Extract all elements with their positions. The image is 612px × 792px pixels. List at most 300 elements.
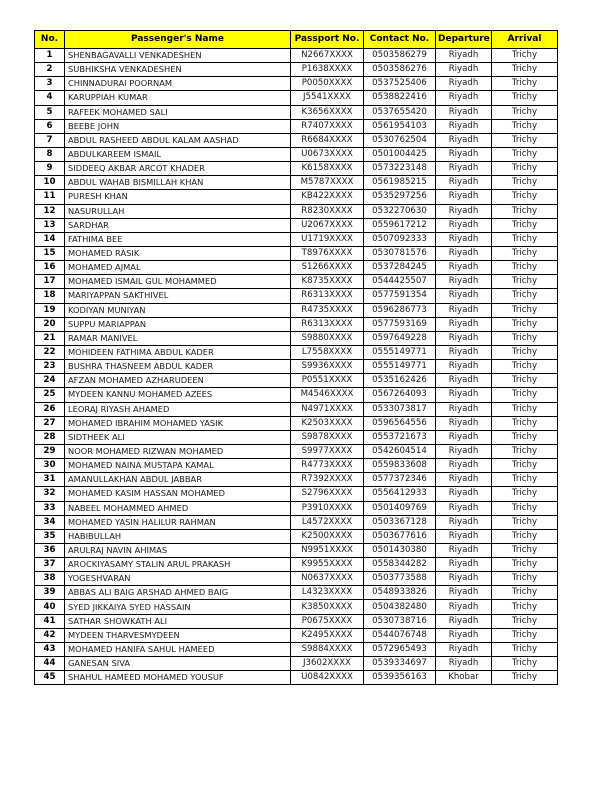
cell-contact-no: 0553721673 xyxy=(364,430,436,444)
cell-no: 6 xyxy=(35,119,65,133)
cell-departure: Riyadh xyxy=(436,614,492,628)
cell-no: 4 xyxy=(35,91,65,105)
cell-passport-no: R7407XXXX xyxy=(291,119,364,133)
cell-departure: Riyadh xyxy=(436,501,492,515)
cell-passport-no: R4773XXXX xyxy=(291,459,364,473)
cell-no: 12 xyxy=(35,204,65,218)
cell-arrival: Trichy xyxy=(492,558,558,572)
cell-no: 2 xyxy=(35,63,65,77)
cell-passport-no: S9878XXXX xyxy=(291,430,364,444)
cell-arrival: Trichy xyxy=(492,147,558,161)
cell-passport-no: K3656XXXX xyxy=(291,105,364,119)
cell-contact-no: 0572965493 xyxy=(364,642,436,656)
cell-departure: Riyadh xyxy=(436,77,492,91)
cell-contact-no: 0537284245 xyxy=(364,261,436,275)
cell-arrival: Trichy xyxy=(492,515,558,529)
cell-no: 5 xyxy=(35,105,65,119)
cell-arrival: Trichy xyxy=(492,444,558,458)
cell-no: 7 xyxy=(35,133,65,147)
cell-departure: Riyadh xyxy=(436,430,492,444)
cell-departure: Riyadh xyxy=(436,105,492,119)
cell-arrival: Trichy xyxy=(492,119,558,133)
cell-departure: Riyadh xyxy=(436,331,492,345)
cell-departure: Riyadh xyxy=(436,345,492,359)
table-row xyxy=(35,473,558,487)
cell-arrival: Trichy xyxy=(492,261,558,275)
cell-departure: Riyadh xyxy=(436,218,492,232)
cell-passenger-name: ABDUL RASHEED ABDUL KALAM AASHAD xyxy=(65,133,291,147)
cell-no: 19 xyxy=(35,303,65,317)
cell-passenger-name: MOHAMED IBRAHIM MOHAMED YASIK xyxy=(65,416,291,430)
cell-no: 27 xyxy=(35,416,65,430)
cell-passenger-name: SYED JIKKAIYA SYED HASSAIN xyxy=(65,600,291,614)
cell-departure: Riyadh xyxy=(436,473,492,487)
table-row xyxy=(35,105,558,119)
cell-contact-no: 0501430380 xyxy=(364,543,436,557)
cell-passport-no: R4735XXXX xyxy=(291,303,364,317)
cell-passport-no: R6684XXXX xyxy=(291,133,364,147)
cell-passenger-name: SHENBAGAVALLI VENKADESHEN xyxy=(65,49,291,63)
cell-passenger-name: MOHAMED AJMAL xyxy=(65,261,291,275)
cell-passenger-name: SATHAR SHOWKATH ALI xyxy=(65,614,291,628)
cell-departure: Riyadh xyxy=(436,261,492,275)
cell-departure: Riyadh xyxy=(436,543,492,557)
table-row xyxy=(35,218,558,232)
cell-arrival: Trichy xyxy=(492,657,558,671)
table-row xyxy=(35,459,558,473)
cell-arrival: Trichy xyxy=(492,642,558,656)
cell-contact-no: 0558344282 xyxy=(364,558,436,572)
cell-arrival: Trichy xyxy=(492,289,558,303)
header-departure: Departure xyxy=(436,31,492,49)
cell-contact-no: 0503367128 xyxy=(364,515,436,529)
cell-passport-no: K9955XXXX xyxy=(291,558,364,572)
cell-contact-no: 0501409769 xyxy=(364,501,436,515)
cell-passport-no: S9936XXXX xyxy=(291,360,364,374)
cell-passenger-name: ABDULKAREEM ISMAIL xyxy=(65,147,291,161)
cell-arrival: Trichy xyxy=(492,176,558,190)
cell-arrival: Trichy xyxy=(492,430,558,444)
cell-passport-no: S1266XXXX xyxy=(291,261,364,275)
table-row xyxy=(35,501,558,515)
cell-passport-no: U0673XXXX xyxy=(291,147,364,161)
cell-passport-no: L4572XXXX xyxy=(291,515,364,529)
cell-contact-no: 0533073817 xyxy=(364,402,436,416)
cell-passport-no: U0842XXXX xyxy=(291,671,364,685)
cell-passport-no: U2067XXXX xyxy=(291,218,364,232)
cell-no: 38 xyxy=(35,572,65,586)
cell-passenger-name: ARULRAJ NAVIN AHIMAS xyxy=(65,543,291,557)
cell-passenger-name: MYDEEN KANNU MOHAMED AZEES xyxy=(65,388,291,402)
cell-no: 11 xyxy=(35,190,65,204)
cell-contact-no: 0596286773 xyxy=(364,303,436,317)
table-row xyxy=(35,416,558,430)
cell-passport-no: R6313XXXX xyxy=(291,289,364,303)
cell-contact-no: 0503677616 xyxy=(364,529,436,543)
cell-departure: Riyadh xyxy=(436,119,492,133)
cell-no: 13 xyxy=(35,218,65,232)
cell-passport-no: N4971XXXX xyxy=(291,402,364,416)
cell-contact-no: 0542604514 xyxy=(364,444,436,458)
cell-no: 3 xyxy=(35,77,65,91)
table-row xyxy=(35,515,558,529)
header-arrival: Arrival xyxy=(492,31,558,49)
cell-passport-no: P0551XXXX xyxy=(291,374,364,388)
cell-departure: Riyadh xyxy=(436,586,492,600)
cell-contact-no: 0504382480 xyxy=(364,600,436,614)
cell-passenger-name: MOHAMED RASIK xyxy=(65,246,291,260)
cell-passenger-name: FATHIMA BEE xyxy=(65,232,291,246)
table-row xyxy=(35,444,558,458)
cell-passenger-name: YOGESHVARAN xyxy=(65,572,291,586)
cell-arrival: Trichy xyxy=(492,374,558,388)
cell-arrival: Trichy xyxy=(492,77,558,91)
cell-contact-no: 0597649228 xyxy=(364,331,436,345)
cell-departure: Riyadh xyxy=(436,246,492,260)
cell-passenger-name: SHAHUL HAMEED MOHAMED YOUSUF xyxy=(65,671,291,685)
cell-passport-no: P0675XXXX xyxy=(291,614,364,628)
cell-contact-no: 0530781576 xyxy=(364,246,436,260)
cell-arrival: Trichy xyxy=(492,473,558,487)
cell-passport-no: T8976XXXX xyxy=(291,246,364,260)
cell-arrival: Trichy xyxy=(492,91,558,105)
cell-arrival: Trichy xyxy=(492,133,558,147)
cell-passenger-name: SUPPU MARIAPPAN xyxy=(65,317,291,331)
cell-passenger-name: HABIBULLAH xyxy=(65,529,291,543)
cell-no: 40 xyxy=(35,600,65,614)
cell-contact-no: 0544425507 xyxy=(364,275,436,289)
table-row xyxy=(35,289,558,303)
cell-contact-no: 0503586276 xyxy=(364,63,436,77)
cell-passport-no: R6313XXXX xyxy=(291,317,364,331)
cell-arrival: Trichy xyxy=(492,317,558,331)
cell-arrival: Trichy xyxy=(492,204,558,218)
cell-contact-no: 0573223148 xyxy=(364,162,436,176)
cell-passport-no: M4546XXXX xyxy=(291,388,364,402)
cell-passenger-name: MYDEEN THARVESMYDEEN xyxy=(65,628,291,642)
cell-contact-no: 0537525406 xyxy=(364,77,436,91)
cell-arrival: Trichy xyxy=(492,105,558,119)
table-row xyxy=(35,77,558,91)
table-row xyxy=(35,133,558,147)
cell-departure: Riyadh xyxy=(436,289,492,303)
cell-departure: Riyadh xyxy=(436,63,492,77)
cell-contact-no: 0555149771 xyxy=(364,345,436,359)
cell-arrival: Trichy xyxy=(492,388,558,402)
cell-no: 24 xyxy=(35,374,65,388)
cell-contact-no: 0539356163 xyxy=(364,671,436,685)
cell-passenger-name: RAFEEK MOHAMED SALI xyxy=(65,105,291,119)
cell-passport-no: N0637XXXX xyxy=(291,572,364,586)
cell-arrival: Trichy xyxy=(492,162,558,176)
table-row xyxy=(35,162,558,176)
cell-arrival: Trichy xyxy=(492,345,558,359)
cell-departure: Riyadh xyxy=(436,600,492,614)
cell-no: 18 xyxy=(35,289,65,303)
cell-passenger-name: RAMAR MANIVEL xyxy=(65,331,291,345)
cell-contact-no: 0530738716 xyxy=(364,614,436,628)
cell-no: 26 xyxy=(35,402,65,416)
cell-no: 20 xyxy=(35,317,65,331)
cell-passenger-name: BEEBE JOHN xyxy=(65,119,291,133)
cell-departure: Riyadh xyxy=(436,303,492,317)
cell-contact-no: 0503773588 xyxy=(364,572,436,586)
cell-no: 14 xyxy=(35,232,65,246)
cell-passport-no: P3910XXXX xyxy=(291,501,364,515)
cell-no: 41 xyxy=(35,614,65,628)
cell-passenger-name: LEORAJ RIYASH AHAMED xyxy=(65,402,291,416)
cell-passenger-name: CHINNADURAI POORNAM xyxy=(65,77,291,91)
table-row xyxy=(35,317,558,331)
cell-arrival: Trichy xyxy=(492,218,558,232)
table-row xyxy=(35,204,558,218)
cell-no: 16 xyxy=(35,261,65,275)
table-row xyxy=(35,360,558,374)
cell-departure: Riyadh xyxy=(436,529,492,543)
cell-contact-no: 0561985215 xyxy=(364,176,436,190)
table-row xyxy=(35,119,558,133)
table-row xyxy=(35,331,558,345)
cell-passenger-name: MOHAMED YASIN HALILUR RAHMAN xyxy=(65,515,291,529)
cell-passenger-name: MOHAMED ISMAIL GUL MOHAMMED xyxy=(65,275,291,289)
cell-arrival: Trichy xyxy=(492,232,558,246)
cell-contact-no: 0535162426 xyxy=(364,374,436,388)
cell-contact-no: 0538822416 xyxy=(364,91,436,105)
cell-no: 44 xyxy=(35,657,65,671)
cell-contact-no: 0561954103 xyxy=(364,119,436,133)
cell-departure: Riyadh xyxy=(436,657,492,671)
cell-passport-no: P0050XXXX xyxy=(291,77,364,91)
table-row xyxy=(35,246,558,260)
cell-no: 30 xyxy=(35,459,65,473)
cell-no: 15 xyxy=(35,246,65,260)
cell-departure: Riyadh xyxy=(436,402,492,416)
cell-no: 25 xyxy=(35,388,65,402)
cell-passenger-name: GANESAN SIVA xyxy=(65,657,291,671)
passenger-table xyxy=(34,30,558,685)
cell-arrival: Trichy xyxy=(492,416,558,430)
table-row xyxy=(35,147,558,161)
cell-no: 29 xyxy=(35,444,65,458)
cell-contact-no: 0537655420 xyxy=(364,105,436,119)
cell-passport-no: K6158XXXX xyxy=(291,162,364,176)
cell-passport-no: KB422XXXX xyxy=(291,190,364,204)
cell-departure: Riyadh xyxy=(436,558,492,572)
cell-contact-no: 0555149771 xyxy=(364,360,436,374)
cell-arrival: Trichy xyxy=(492,459,558,473)
cell-departure: Riyadh xyxy=(436,147,492,161)
cell-passenger-name: SIDDEEQ AKBAR ARCOT KHADER xyxy=(65,162,291,176)
cell-passport-no: J3602XXXX xyxy=(291,657,364,671)
cell-no: 31 xyxy=(35,473,65,487)
cell-departure: Riyadh xyxy=(436,317,492,331)
cell-passport-no: S2796XXXX xyxy=(291,487,364,501)
cell-contact-no: 0539334697 xyxy=(364,657,436,671)
cell-departure: Riyadh xyxy=(436,204,492,218)
cell-passenger-name: ABBAS ALI BAIG ARSHAD AHMED BAIG xyxy=(65,586,291,600)
cell-contact-no: 0577593169 xyxy=(364,317,436,331)
header-passenger-name: Passenger's Name xyxy=(65,31,291,49)
cell-arrival: Trichy xyxy=(492,331,558,345)
cell-contact-no: 0596564556 xyxy=(364,416,436,430)
cell-passenger-name: MOHAMED HANIFA SAHUL HAMEED xyxy=(65,642,291,656)
table-row xyxy=(35,176,558,190)
cell-passenger-name: MOHAMED KASIM HASSAN MOHAMED xyxy=(65,487,291,501)
header-contact-no: Contact No. xyxy=(364,31,436,49)
cell-arrival: Trichy xyxy=(492,63,558,77)
cell-departure: Riyadh xyxy=(436,232,492,246)
cell-arrival: Trichy xyxy=(492,402,558,416)
cell-passenger-name: MOHAMED NAINA MUSTAPA KAMAL xyxy=(65,459,291,473)
cell-passport-no: L4323XXXX xyxy=(291,586,364,600)
cell-passenger-name: SUBHIKSHA VENKADESHEN xyxy=(65,63,291,77)
cell-arrival: Trichy xyxy=(492,246,558,260)
table-header-row xyxy=(35,31,558,49)
cell-departure: Riyadh xyxy=(436,374,492,388)
cell-no: 21 xyxy=(35,331,65,345)
table-row xyxy=(35,529,558,543)
cell-passenger-name: PURESH KHAN xyxy=(65,190,291,204)
cell-arrival: Trichy xyxy=(492,360,558,374)
cell-no: 9 xyxy=(35,162,65,176)
cell-departure: Riyadh xyxy=(436,444,492,458)
table-row xyxy=(35,657,558,671)
cell-arrival: Trichy xyxy=(492,303,558,317)
cell-departure: Riyadh xyxy=(436,49,492,63)
table-row xyxy=(35,261,558,275)
cell-contact-no: 0501004425 xyxy=(364,147,436,161)
cell-departure: Riyadh xyxy=(436,360,492,374)
cell-arrival: Trichy xyxy=(492,49,558,63)
cell-passenger-name: AMANULLAKHAN ABDUL JABBAR xyxy=(65,473,291,487)
table-row xyxy=(35,642,558,656)
table-row xyxy=(35,49,558,63)
cell-passport-no: N9951XXXX xyxy=(291,543,364,557)
cell-arrival: Trichy xyxy=(492,572,558,586)
cell-departure: Riyadh xyxy=(436,572,492,586)
cell-passenger-name: BUSHRA THASNEEM ABDUL KADER xyxy=(65,360,291,374)
cell-contact-no: 0535297256 xyxy=(364,190,436,204)
cell-arrival: Trichy xyxy=(492,543,558,557)
table-row xyxy=(35,614,558,628)
cell-departure: Riyadh xyxy=(436,416,492,430)
table-row xyxy=(35,586,558,600)
cell-no: 35 xyxy=(35,529,65,543)
cell-passenger-name: KARUPPIAH KUMAR xyxy=(65,91,291,105)
table-row xyxy=(35,232,558,246)
table-row xyxy=(35,402,558,416)
table-row xyxy=(35,91,558,105)
cell-no: 42 xyxy=(35,628,65,642)
cell-passenger-name: NOOR MOHAMED RIZWAN MOHAMED xyxy=(65,444,291,458)
cell-passenger-name: MOHIDEEN FATHIMA ABDUL KADER xyxy=(65,345,291,359)
cell-passport-no: U1719XXXX xyxy=(291,232,364,246)
table-row xyxy=(35,430,558,444)
cell-contact-no: 0556412933 xyxy=(364,487,436,501)
cell-passport-no: S9880XXXX xyxy=(291,331,364,345)
cell-departure: Riyadh xyxy=(436,459,492,473)
cell-no: 10 xyxy=(35,176,65,190)
cell-departure: Riyadh xyxy=(436,515,492,529)
cell-arrival: Trichy xyxy=(492,600,558,614)
cell-no: 17 xyxy=(35,275,65,289)
cell-arrival: Trichy xyxy=(492,501,558,515)
table-row xyxy=(35,558,558,572)
cell-passenger-name: MARIYAPPAN SAKTHIVEL xyxy=(65,289,291,303)
cell-passport-no: S9884XXXX xyxy=(291,642,364,656)
cell-no: 36 xyxy=(35,543,65,557)
cell-departure: Riyadh xyxy=(436,388,492,402)
cell-no: 1 xyxy=(35,49,65,63)
cell-contact-no: 0544076748 xyxy=(364,628,436,642)
cell-passport-no: K2500XXXX xyxy=(291,529,364,543)
cell-no: 22 xyxy=(35,345,65,359)
cell-passport-no: S9977XXXX xyxy=(291,444,364,458)
table-body xyxy=(35,49,558,685)
cell-arrival: Trichy xyxy=(492,614,558,628)
cell-departure: Riyadh xyxy=(436,91,492,105)
cell-passenger-name: SIDTHEEK ALI xyxy=(65,430,291,444)
cell-contact-no: 0548933826 xyxy=(364,586,436,600)
table-row xyxy=(35,388,558,402)
cell-passport-no: K2503XXXX xyxy=(291,416,364,430)
cell-passport-no: L7558XXXX xyxy=(291,345,364,359)
cell-passenger-name: NABEEL MOHAMMED AHMED xyxy=(65,501,291,515)
table-row xyxy=(35,628,558,642)
cell-arrival: Trichy xyxy=(492,529,558,543)
table-row xyxy=(35,303,558,317)
cell-no: 34 xyxy=(35,515,65,529)
cell-passenger-name: AROCKIYASAMY STALIN ARUL PRAKASH xyxy=(65,558,291,572)
cell-contact-no: 0577372346 xyxy=(364,473,436,487)
cell-passport-no: K3850XXXX xyxy=(291,600,364,614)
cell-departure: Riyadh xyxy=(436,176,492,190)
cell-passport-no: R8230XXXX xyxy=(291,204,364,218)
cell-no: 28 xyxy=(35,430,65,444)
cell-departure: Riyadh xyxy=(436,628,492,642)
cell-departure: Khobar xyxy=(436,671,492,685)
cell-passport-no: P1638XXXX xyxy=(291,63,364,77)
cell-passport-no: N2667XXXX xyxy=(291,49,364,63)
cell-passport-no: K2495XXXX xyxy=(291,628,364,642)
cell-passenger-name: KODIYAN MUNIYAN xyxy=(65,303,291,317)
cell-no: 32 xyxy=(35,487,65,501)
cell-no: 39 xyxy=(35,586,65,600)
header-no: No. xyxy=(35,31,65,49)
cell-departure: Riyadh xyxy=(436,642,492,656)
cell-passenger-name: SARDHAR xyxy=(65,218,291,232)
cell-no: 8 xyxy=(35,147,65,161)
table-row xyxy=(35,63,558,77)
cell-passport-no: M5787XXXX xyxy=(291,176,364,190)
cell-contact-no: 0530762504 xyxy=(364,133,436,147)
table-row xyxy=(35,671,558,685)
cell-passport-no: R7392XXXX xyxy=(291,473,364,487)
header-passport-no: Passport No. xyxy=(291,31,364,49)
table-row xyxy=(35,345,558,359)
cell-arrival: Trichy xyxy=(492,487,558,501)
table-row xyxy=(35,600,558,614)
cell-no: 23 xyxy=(35,360,65,374)
cell-contact-no: 0559833608 xyxy=(364,459,436,473)
cell-arrival: Trichy xyxy=(492,275,558,289)
table-row xyxy=(35,190,558,204)
table-row xyxy=(35,487,558,501)
cell-arrival: Trichy xyxy=(492,628,558,642)
table-row xyxy=(35,543,558,557)
cell-passenger-name: AFZAN MOHAMED AZHARUDEEN xyxy=(65,374,291,388)
cell-contact-no: 0503586279 xyxy=(364,49,436,63)
